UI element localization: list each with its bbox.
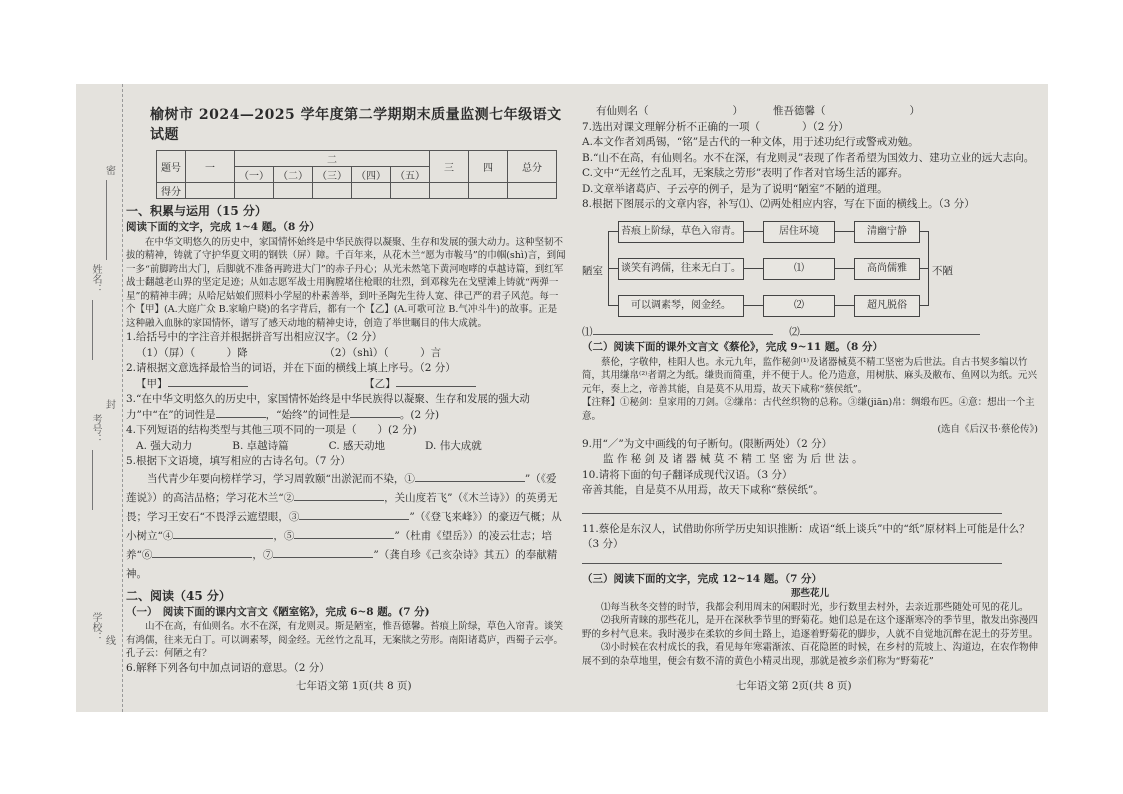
q5-blank-1[interactable] xyxy=(415,481,525,482)
q6-item-b[interactable]: 惟吾德馨（ ） xyxy=(773,105,920,117)
q5-blank-4[interactable] xyxy=(173,538,273,539)
page-1 xyxy=(126,104,566,676)
section-2-heading: 二、阅读（45 分） xyxy=(126,588,231,603)
page-2-footer: 七年语文第 2页(共 8 页) xyxy=(736,680,852,692)
q8-answer-2-label: ⑵ xyxy=(789,325,800,338)
exam-title: 榆树市 2024—2025 学年度第二学期期末质量监测七年级语文试题 xyxy=(150,107,562,143)
q6-item-a[interactable]: 有仙则名（ ） xyxy=(596,105,743,117)
exam-sheet xyxy=(76,84,1048,712)
diagram-row1-text: 苔痕上阶绿，草色入帘青。 xyxy=(618,221,744,243)
q2-yi-label: 【乙】 xyxy=(364,377,396,390)
reading-2-source: (选自《后汉书·蔡伦传》) xyxy=(937,424,1038,435)
diagram-row2-quality: 高尚儒雅 xyxy=(854,258,920,280)
q3-blank-1[interactable] xyxy=(216,417,266,418)
q5-blank-2[interactable] xyxy=(294,500,384,501)
q4-option-d[interactable]: D. 伟大成就 xyxy=(425,439,482,452)
score-sub-2: （二） xyxy=(274,167,313,183)
reading-3-para-1: ⑴每当秋冬交替的时节，我都会利用周末的闲暇时光，步行数里去村外，去亲近那些随处可见的花儿。 xyxy=(601,601,1029,613)
diagram-left-label: 陋室 xyxy=(582,264,603,277)
q8-answer-1-label: ⑴ xyxy=(582,325,593,338)
reading-3-title: 那些花儿 xyxy=(790,588,829,599)
name-field-line[interactable] xyxy=(92,300,93,360)
q7-option-b[interactable]: B.“山不在高，有仙则名。水不在深，有龙则灵”表现了作者希望为国效力、建功立业的远大志向。 xyxy=(582,151,1035,164)
score-table xyxy=(156,150,557,199)
score-col-label: 题号 xyxy=(157,151,186,183)
score-col-3: 三 xyxy=(430,151,469,183)
binding-line xyxy=(106,180,107,260)
q1-item-b[interactable]: （2）（shì）（ ）言 xyxy=(324,346,442,359)
diagram-row2-text: 谈笑有鸿儒，往来无白丁。 xyxy=(618,258,744,280)
diagram-row2-aspect[interactable]: ⑴ xyxy=(763,258,835,280)
binding-seal: 封 xyxy=(106,400,116,411)
score-sub-1: （一） xyxy=(235,167,274,183)
q1-4-intro: 阅读下面的文字，完成 1~4 题。（8 分） xyxy=(126,221,320,233)
reading-passage: 在中华文明悠久的历史中，家国情怀始终是中华民族得以凝聚、生存和发展的强大动力。这种坚韧不拔的精神，铸就了守护华夏文明的钢铁（屏）障。千百年来，从花木兰“愿为市鞍马”的巾帼(shì)言，到闻一多“前脚跨出大门，后脚就不准备再跨进大门”的赤子丹心；从光未然笔下黄河咆哮的卓越诗篇，到红军战士翻越老山界的坚定足迹；从如志愿军战士用胸膛堵住枪眼的壮烈，到邓稼先在戈壁滩上铸就“两弹一星”的精神丰碑；从哈尼姑娘们照料小学屋的朴素善举，到叶圣陶先生待人宽、律己严的君子风范。每一个【甲】(A.大庭广众 B.家喻户晓)的名字背后，都有一个【乙】(A.可歌可泣 B.气冲斗牛)的故事。正是这种融入血脉的家国情怀，谱写了感天动地的精神史诗，创造了举世瞩目的伟大成就。 xyxy=(126,236,566,329)
reading-3-para-3: ⑶小时候在农村成长的我，看见每年寒霜渐浓、百花隐匿的时候，在乡村的荒坡上、沟道边，在农作物伸展不到的杂草地里，便会有数不清的黄色小精灵出现，那就是被乡亲们称为“野菊花” xyxy=(582,642,1039,667)
diagram-row3-aspect[interactable]: ⑵ xyxy=(763,295,835,317)
q8-answer-2[interactable] xyxy=(800,334,980,335)
q1-item-a[interactable]: （1）（屏）（ ）降 xyxy=(136,346,248,359)
q7-option-d[interactable]: D.文章举诸葛庐、子云亭的例子，是为了说明“陋室”不陋的道理。 xyxy=(582,182,888,195)
exam-no-field-line[interactable] xyxy=(92,450,93,510)
reading-1-intro: （一） 阅读下面的课内文言文《陋室铭》，完成 6~8 题。(7 分) xyxy=(126,605,430,618)
q4-option-c[interactable]: C. 感天动地 xyxy=(328,439,386,452)
score-sub-3: （三） xyxy=(313,167,352,183)
diagram-row3-quality: 超凡脱俗 xyxy=(854,295,920,317)
diagram-row1-aspect: 居住环境 xyxy=(763,221,835,243)
binding-margin xyxy=(76,84,123,712)
diagram-right-label: 不陋 xyxy=(932,264,953,277)
question-3: 3.“在中华文明悠久的历史中，家国情怀始终是中华民族得以凝聚、生存和发展的强大动力”中“在”的词性是 ，“始终”的词性是 。(2 分) xyxy=(126,393,530,421)
question-4: 4.下列短语的结构类型与其他三项不同的一项是（ ）(2 分) xyxy=(126,424,417,436)
score-col-total: 总分 xyxy=(508,151,557,183)
q5-blank-6[interactable] xyxy=(152,557,252,558)
q2-yi-answer[interactable] xyxy=(396,386,476,387)
page-1-footer: 七年语文第 1页(共 8 页) xyxy=(296,680,412,692)
q2-jia-answer[interactable] xyxy=(168,386,248,387)
score-row-label: 得分 xyxy=(157,183,186,199)
score-sub-4: （四） xyxy=(352,167,391,183)
q9-sentence[interactable]: 监 作 秘 剑 及 诸 器 械 莫 不 精 工 坚 密 为 后 世 法 。 xyxy=(603,453,863,465)
score-col-4: 四 xyxy=(469,151,508,183)
binding-secret: 密 xyxy=(106,166,116,177)
binding-name-label: 姓名： xyxy=(90,264,101,294)
section-1-heading: 一、积累与运用（15 分） xyxy=(126,204,267,218)
question-6: 6.解释下列各句中加点词语的意思。（2 分） xyxy=(126,661,330,674)
q3-blank-2[interactable] xyxy=(350,417,400,418)
score-col-2: 二 xyxy=(235,151,430,167)
binding-school-label: 学校： xyxy=(90,612,101,642)
page-2 xyxy=(582,104,1038,668)
question-8: 8.根据下图展示的文章内容，补写⑴、⑵两处相应内容，写在下面的横线上。（3 分） xyxy=(582,198,975,210)
reading-3-para-2: ⑵我所青睐的那些花儿，是开在深秋季节里的野菊花。她们总是在这个逐渐寒冷的季节里，散发出弥漫四野的乡村气息来。我时漫步在柔软的乡间土路上，追逐着野菊花的脚步，人就不自觉地沉醉在泥土的芬芳里。 xyxy=(582,615,1039,640)
question-10: 10.请将下面的句子翻译成现代汉语。（3 分） xyxy=(582,468,793,481)
q4-options xyxy=(126,439,566,455)
q5-blank-7[interactable] xyxy=(273,557,373,558)
reading-2-intro: （二）阅读下面的课外文言文《蔡伦》，完成 9~11 题。（8 分） xyxy=(582,341,883,353)
q11-answer-line[interactable] xyxy=(582,553,1002,564)
q2-jia-label: 【甲】 xyxy=(136,377,168,390)
reading-2-text: 蔡伦，字敬仲，桂阳人也。永元九年，监作秘剑⁽¹⁾及诸器械莫不精工坚密为后世法。自古书契多编以竹简，其用缣帛⁽²⁾者谓之为纸。缣贵而简重，并不便于人。伦乃造意，用树肤、麻头及敝布、鱼网以为纸。元兴元年，奏上之，帝善其能，自是莫不从用焉，故天下咸称“蔡侯纸”。 xyxy=(582,356,1037,395)
reading-2-notes: 【注释】①秘剑：皇家用的刀剑。②缣帛：古代丝织物的总称。③缣(jiān)帛：绸缎布匹。④意：想出一个主意。 xyxy=(582,397,1035,422)
q5-blank-5[interactable] xyxy=(294,538,394,539)
score-sub-5: （五） xyxy=(391,167,430,183)
question-2: 2.请根据文意选择最恰当的词语，并在下面的横线上填上序号。（2 分） xyxy=(126,362,456,374)
reading-3-intro: （三）阅读下面的文字，完成 12~14 题。（7 分） xyxy=(582,572,823,585)
q7-option-a[interactable]: A.本文作者刘禹锡，“铭”是古代的一种文体，用于述功纪行或警戒劝勉。 xyxy=(582,136,919,148)
reading-1-text: 山不在高，有仙则名。水不在深，有龙则灵。斯是陋室，惟吾德馨。苔痕上阶绿，草色入帘青。谈笑有鸿儒，往来无白丁。可以调素琴，阅金经。无丝竹之乱耳，无案牍之劳形。南阳诸葛庐，西蜀子云亭。孔子云：何陋之有？ xyxy=(126,621,564,659)
diagram-row1-quality: 清幽宁静 xyxy=(854,221,920,243)
q8-answer-1[interactable] xyxy=(593,334,773,335)
q4-option-a[interactable]: A. 强大动力 xyxy=(136,439,193,452)
q10-answer-line[interactable] xyxy=(582,499,1002,514)
diagram-row3-text: 可以调素琴，阅金经。 xyxy=(618,295,744,317)
q5-blank-3[interactable] xyxy=(299,519,409,520)
question-5: 5.根据下文语境，填写相应的古诗名句。（7 分） xyxy=(126,455,351,467)
q7-option-c[interactable]: C.文中“无丝竹之乱耳，无案牍之劳形”表明了作者对官场生活的鄙弃。 xyxy=(582,167,909,179)
q5-body: 当代青少年要向榜样学习，学习周敦颐“出淤泥而不染，① ”（《爱莲说》）的高洁品格；学习花木兰“② ，关山度若飞”（《木兰诗》）的英勇无畏；学习王安石“不畏浮云遮望眼，③ ”（《登飞来峰》）的豪迈气概；从小树立“④ ，⑤ ”（杜甫《望岳》）的凌云壮志；培养“⑥ ，⑦ ”（龚自珍《己亥杂诗》其五）的奉献精神。 xyxy=(126,472,562,580)
score-col-1: 一 xyxy=(186,151,235,183)
q4-option-b[interactable]: B. 卓越诗篇 xyxy=(232,439,289,452)
question-7: 7.选出对课文理解分析不正确的一项（ ）（2 分） xyxy=(582,120,849,133)
question-9: 9.用“／”为文中画线的句子断句。(限断两处）（2 分） xyxy=(582,437,833,450)
binding-line-char: 线 xyxy=(106,636,116,647)
binding-exam-no-label: 考号： xyxy=(90,414,101,444)
q10-sentence: 帝善其能，自是莫不从用焉，故天下咸称“蔡侯纸”。 xyxy=(582,484,824,496)
question-11: 11.蔡伦是东汉人，试借助你所学历史知识推断：成语“纸上谈兵”中的“纸”原材料上可能是什么？（3 分） xyxy=(582,522,1030,550)
question-1: 1.给括号中的字注音并根据拼音写出相应汉字。（2 分） xyxy=(126,331,383,343)
structure-diagram xyxy=(582,217,1038,327)
